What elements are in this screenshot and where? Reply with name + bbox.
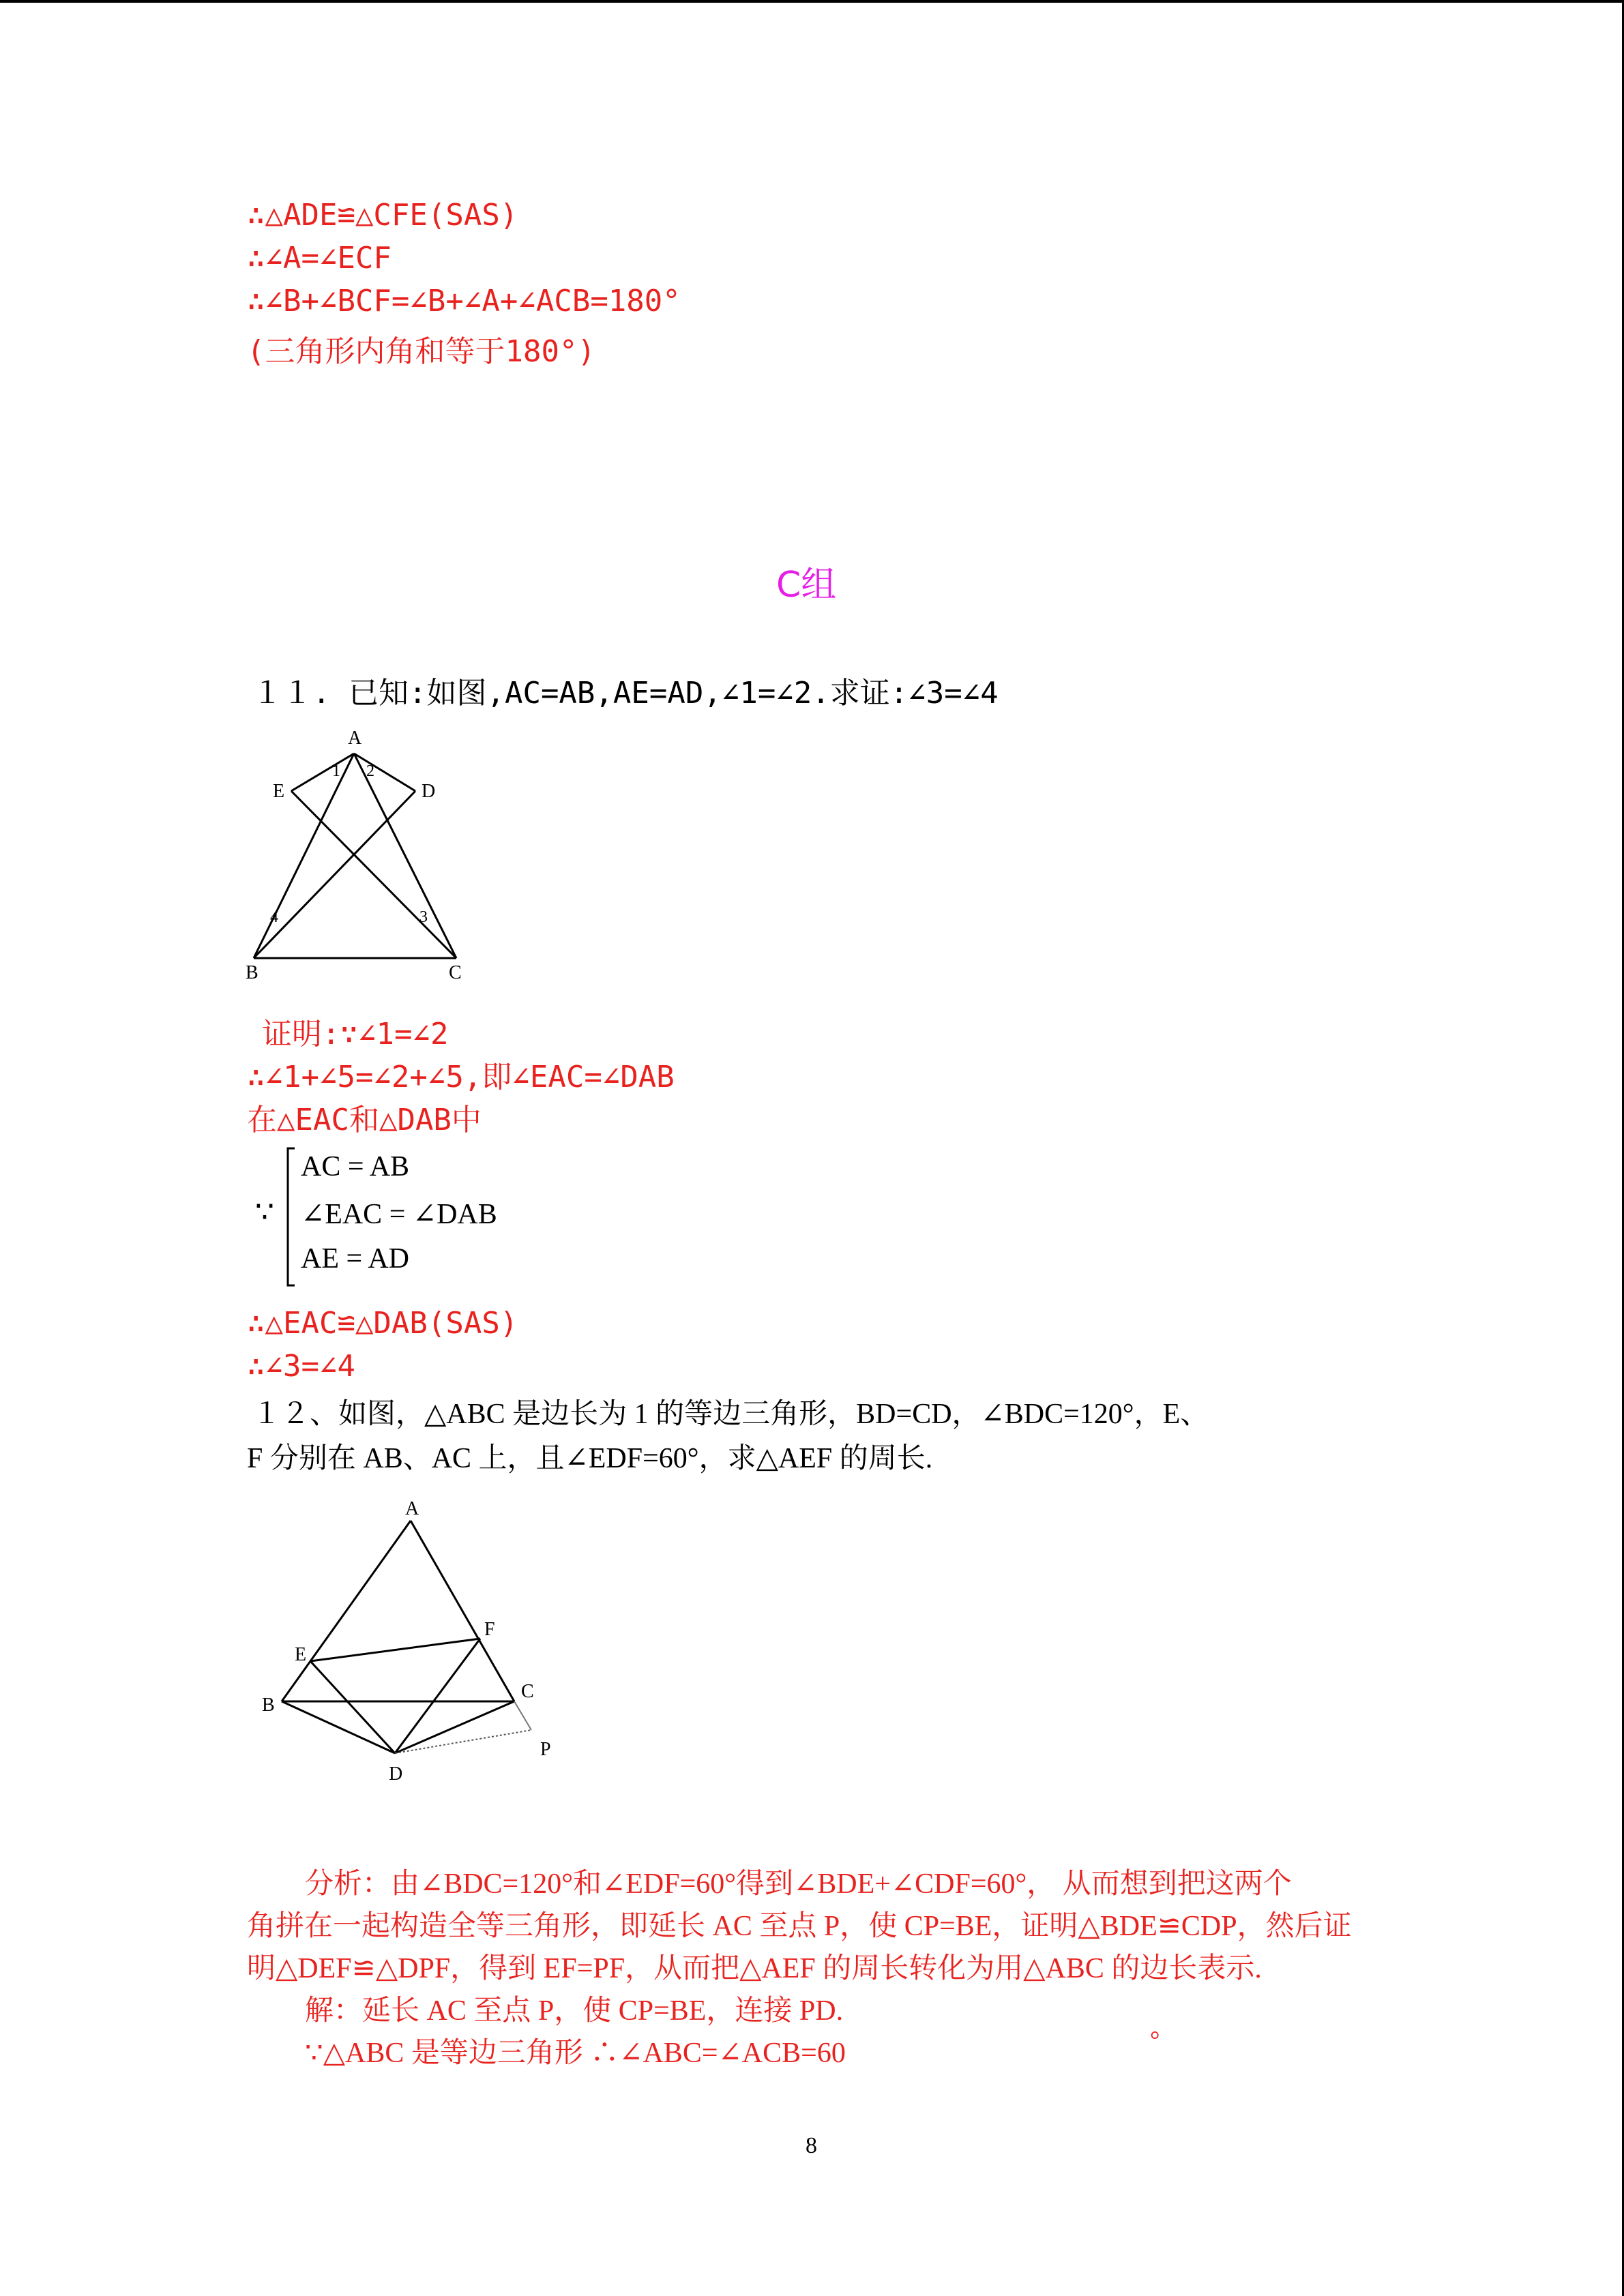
problem12-analysis-line-2: 角拼在一起构造全等三角形，即延长 AC 至点 P，使 CP=BE，证明△BDE≌CDP，然后证 — [247, 1911, 1352, 1942]
fig12-segment-ED — [310, 1661, 395, 1753]
fig12-label-A: A — [405, 1498, 419, 1519]
problem12-solution-line-1: 解：延长 AC 至点 P，使 CP=BE，连接 PD. — [305, 1995, 844, 2027]
fig11-label-E: E — [273, 781, 285, 802]
fig12-label-D: D — [389, 1763, 403, 1785]
page-number: 8 — [806, 2133, 817, 2158]
fig11-angle-1: 1 — [332, 762, 340, 780]
fig11-angle-4: 4 — [270, 908, 278, 926]
problem11-proof-line-2: ∴∠1+∠5=∠2+∠5,即∠EAC=∠DAB — [247, 1060, 675, 1094]
fig11-label-A: A — [348, 728, 362, 749]
problem12-statement-line-1: １２、如图，△ABC 是边长为 1 的等边三角形，BD=CD，∠BDC=120°，E、 — [252, 1399, 1209, 1430]
fig12-segment-EF — [310, 1639, 480, 1661]
system-eq-3: AE = AD — [301, 1243, 410, 1274]
fig11-label-C: C — [449, 962, 462, 982]
fig12-segment-PD — [395, 1730, 531, 1753]
fig12-segment-BD — [282, 1701, 395, 1753]
fig12-segment-FD — [395, 1639, 480, 1753]
problem11-conclusion-1: ∴△EAC≌△DAB(SAS) — [247, 1306, 518, 1341]
fig11-angle-3: 3 — [419, 908, 428, 926]
because-symbol: ∵ — [255, 1195, 274, 1229]
problem11-proof-line-3: 在△EAC和△DAB中 — [247, 1103, 482, 1137]
system-eq-2: ∠EAC = ∠DAB — [301, 1199, 497, 1230]
top-border — [0, 0, 1624, 3]
problem12-solution-line-2: ∵△ABC 是等边三角形 ∴∠ABC=∠ACB=60 — [305, 2038, 846, 2069]
prev-proof-line-2: ∴∠A=∠ECF — [247, 241, 392, 275]
fig11-segment-DB — [254, 791, 415, 958]
problem12-figure — [252, 1490, 566, 1790]
fig11-segment-EC — [291, 791, 456, 958]
fig12-label-B: B — [262, 1695, 275, 1716]
problem11-proof-line-1: 证明:∵∠1=∠2 — [262, 1017, 449, 1052]
fig12-segment-CP — [514, 1701, 531, 1730]
problem11-figure — [246, 719, 477, 982]
left-bracket — [284, 1147, 297, 1287]
group-title: C组 — [776, 565, 837, 606]
problem11-statement: １１. 已知:如图,AC=AB,AE=AD,∠1=∠2.求证:∠3=∠4 — [252, 676, 999, 711]
fig12-label-F: F — [484, 1619, 495, 1640]
prev-proof-line-3: ∴∠B+∠BCF=∠B+∠A+∠ACB=180° — [247, 284, 681, 318]
prev-proof-line-1: ∴△ADE≌△CFE(SAS) — [247, 198, 518, 233]
prev-proof-line-4: (三角形内角和等于180°) — [247, 334, 595, 369]
fig12-label-P: P — [540, 1739, 551, 1760]
problem12-analysis-line-1: 分析：由∠BDC=120°和∠EDF=60°得到∠BDE+∠CDF=60°， 从而想到把这两个 — [305, 1868, 1292, 1900]
fig11-label-B: B — [246, 962, 259, 982]
fig11-angle-2: 2 — [366, 762, 374, 780]
problem12-statement-line-2: F 分别在 AB、AC 上，且∠EDF=60°，求△AEF 的周长. — [247, 1443, 933, 1474]
fig12-segment-CD — [395, 1701, 514, 1753]
fig12-segment-AC — [411, 1521, 514, 1701]
degree-mark: ° — [1150, 2026, 1160, 2053]
problem12-analysis-line-3: 明△DEF≌△DPF，得到 EF=PF，从而把△AEF 的周长转化为用△ABC 的边长表示. — [247, 1953, 1262, 1984]
problem11-conclusion-2: ∴∠3=∠4 — [247, 1349, 355, 1384]
fig12-label-E: E — [295, 1644, 307, 1665]
fig12-segment-AB — [282, 1521, 411, 1701]
system-eq-1: AC = AB — [301, 1151, 410, 1182]
fig11-label-D: D — [422, 781, 436, 802]
fig12-label-C: C — [521, 1681, 534, 1702]
